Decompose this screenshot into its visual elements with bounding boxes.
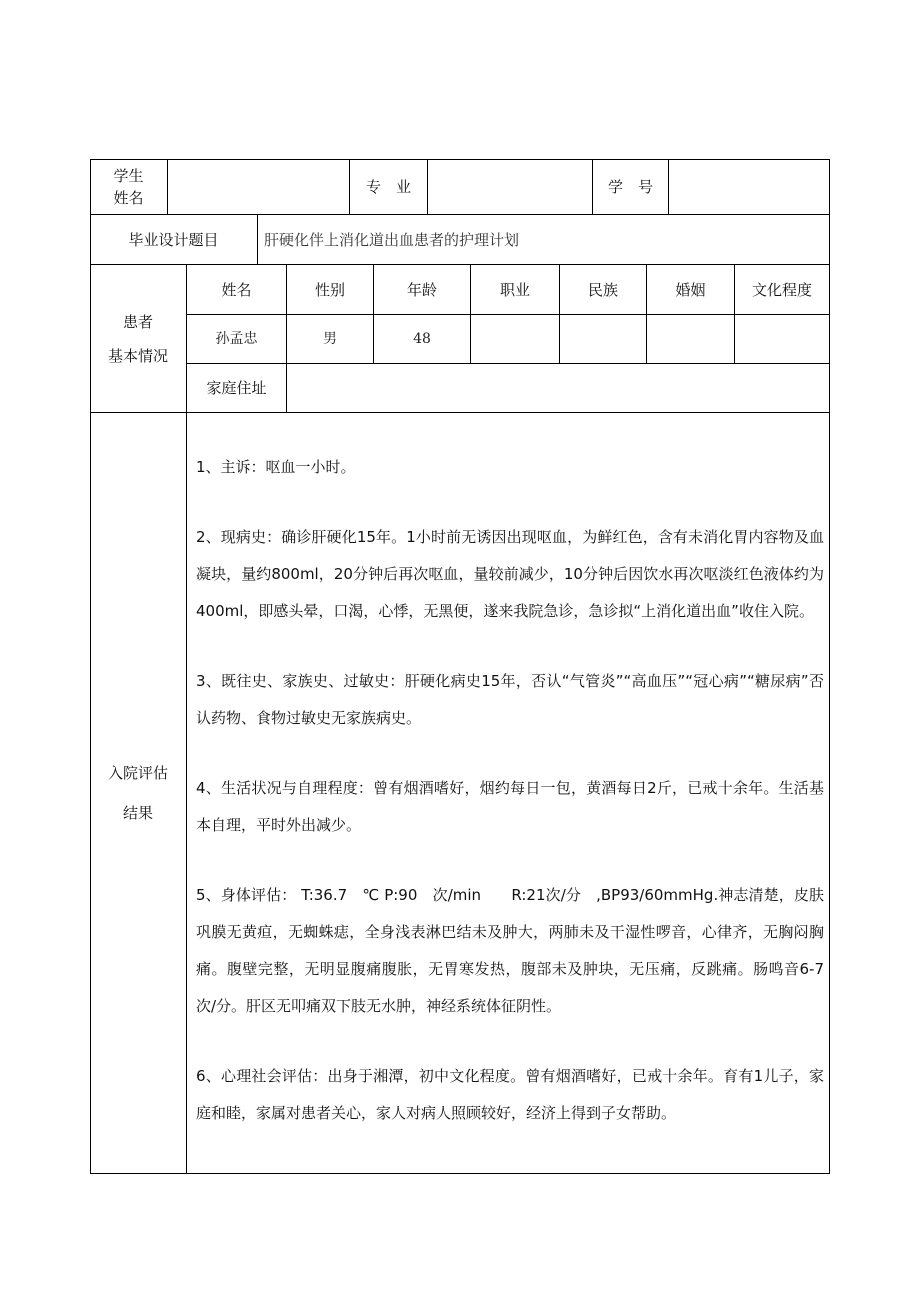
major-label: 专 业 xyxy=(365,177,411,196)
topic-value: 肝硬化伴上消化道出血患者的护理计划 xyxy=(264,230,520,249)
col-header-ethnicity: 民族 xyxy=(587,280,618,299)
patient-gender-value: 男 xyxy=(323,331,337,347)
assessment-item-history: 3、既往史、家族史、过敏史：肝硬化病史15年，否认“气管炎”“高血压”“冠心病”“糖尿病”否认药物、食物过敏史无家族病史。 xyxy=(196,672,824,727)
student-name-field[interactable] xyxy=(168,159,349,214)
patient-section-label: 患者 基本情况 xyxy=(107,312,168,365)
assessment-item-living-status: 4、生活状况与自理程度：曾有烟酒嗜好，烟约每日一包，黄酒每日2斤，已戒十余年。生活基本自理，平时外出减少。 xyxy=(196,779,824,834)
assessment-item-complaint: 1、主诉：呕血一小时。 xyxy=(196,458,356,476)
student-id-field[interactable] xyxy=(669,159,829,214)
col-header-marital: 婚姻 xyxy=(675,280,706,299)
patient-education-value[interactable] xyxy=(735,315,829,363)
student-id-label: 学 号 xyxy=(607,177,653,196)
col-header-occupation: 职业 xyxy=(499,280,530,299)
patient-ethnicity-value[interactable] xyxy=(560,315,646,363)
col-header-education: 文化程度 xyxy=(751,280,812,299)
evaluation-form-table xyxy=(90,159,830,1174)
patient-name-value: 孙孟忠 xyxy=(215,331,258,347)
col-header-name: 姓名 xyxy=(221,280,252,299)
assessment-content xyxy=(196,449,824,1132)
assessment-item-present-illness: 2、现病史：确诊肝硬化15年。1小时前无诱因出现呕血，为鲜红色，含有未消化胃内容物及血凝块，量约800ml，20分钟后再次呕血，量较前减少，10分钟后因饮水再次呕淡红色液体约为400ml，即感头晕，口渴，心悸，无黑便，遂来我院急诊，急诊拟“上消化道出血”收住入院。 xyxy=(196,528,824,620)
col-header-age: 年龄 xyxy=(406,280,437,299)
patient-marital-value[interactable] xyxy=(647,315,734,363)
patient-age-value: 48 xyxy=(413,331,431,347)
patient-occupation-value[interactable] xyxy=(471,315,559,363)
topic-label: 毕业设计题目 xyxy=(128,230,219,249)
assessment-item-physical-exam: 5、身体评估： T:36.7 ℃ P:90 次/min R:21次/分 ,BP93/60mmHg.神志清楚，皮肤巩膜无黄疸，无蜘蛛痣，全身浅表淋巴结未及肿大，两肺未及干湿性啰音，心律齐，无胸闷胸痛。腹壁完整，无明显腹痛腹胀，无胃寒发热，腹部未及肿块，无压痛，反跳痛。肠鸣音6-7次/分。肝区无叩痛双下肢无水肿，神经系统体征阴性。 xyxy=(196,886,824,1015)
student-name-label: 学生 姓名 xyxy=(113,166,144,207)
assessment-section-label: 入院评估 结果 xyxy=(107,764,168,822)
col-header-gender: 性别 xyxy=(314,280,345,299)
assessment-item-psychosocial: 6、心理社会评估：出身于湘潭，初中文化程度。曾有烟酒嗜好，已戒十余年。育有1儿子，家庭和睦，家属对患者关心，家人对病人照顾较好，经济上得到子女帮助。 xyxy=(196,1067,824,1122)
address-field[interactable] xyxy=(287,364,829,412)
address-label: 家庭住址 xyxy=(206,379,267,397)
major-field[interactable] xyxy=(428,159,592,214)
